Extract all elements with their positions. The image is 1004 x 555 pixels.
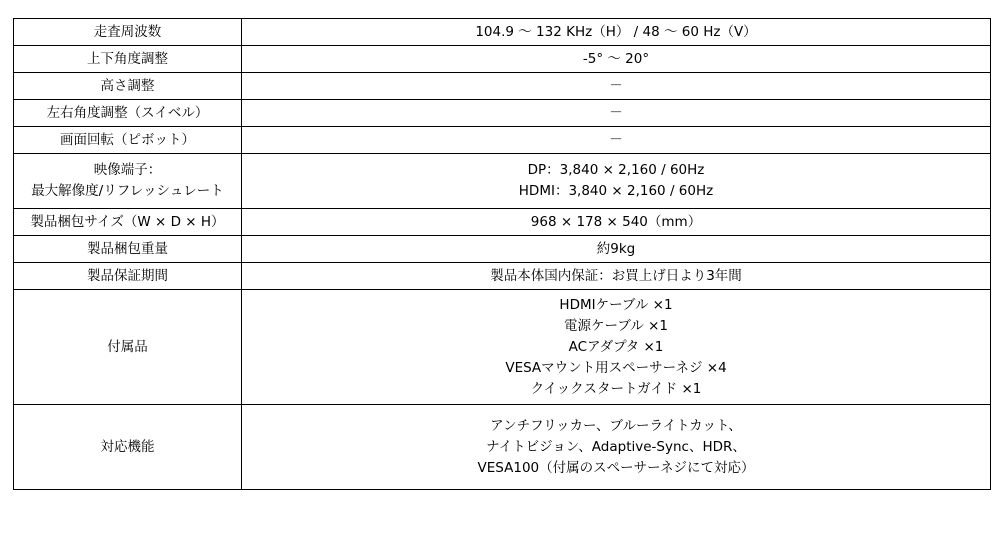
cell-line: -5° ～ 20° <box>582 50 650 67</box>
table-row <box>14 236 991 263</box>
spec-value-accessories <box>242 290 991 405</box>
spec-value-video-ports <box>242 154 991 209</box>
spec-label-package-weight <box>14 236 242 263</box>
table-row <box>14 263 991 290</box>
cell-line: 電源ケーブル ×1 <box>564 317 668 334</box>
cell-line: 製品本体国内保証：お買上げ日より3年間 <box>490 267 742 284</box>
table-row <box>14 209 991 236</box>
spec-label-accessories <box>14 290 242 405</box>
cell-line: － <box>609 104 623 121</box>
cell-line: HDMIケーブル ×1 <box>559 296 673 313</box>
cell-line: 約9kg <box>596 240 636 257</box>
table-row <box>14 405 991 490</box>
spec-label-warranty <box>14 263 242 290</box>
table-row <box>14 73 991 100</box>
table-row <box>14 290 991 405</box>
spec-label-package-size <box>14 209 242 236</box>
cell-line: 付属品 <box>107 338 148 355</box>
cell-line: VESAマウント用スペーサーネジ ×4 <box>505 359 727 376</box>
cell-line: DP：3,840 × 2,160 / 60Hz <box>527 162 705 178</box>
cell-line: アンチフリッカー、ブルーライトカット、 <box>490 417 742 434</box>
cell-line: HDMI：3,840 × 2,160 / 60Hz <box>518 183 714 199</box>
table-row <box>14 154 991 209</box>
cell-line: 映像端子： <box>93 162 162 178</box>
spec-value-scan-frequency <box>242 19 991 46</box>
spec-value-features <box>242 405 991 490</box>
spec-value-tilt <box>242 46 991 73</box>
cell-line: 製品梱包サイズ（W × D × H） <box>30 213 225 230</box>
spec-label-height-adjust <box>14 73 242 100</box>
cell-line: VESA100（付属のスペーサーネジにて対応） <box>477 459 755 476</box>
cell-line: － <box>609 131 623 148</box>
cell-line: 製品保証期間 <box>87 267 168 284</box>
cell-line: 104.9 ～ 132 KHz（H） / 48 ～ 60 Hz（V） <box>475 23 757 40</box>
spec-label-features <box>14 405 242 490</box>
cell-line: ACアダプタ ×1 <box>568 338 664 355</box>
cell-line: 上下角度調整 <box>87 50 168 67</box>
spec-value-height-adjust <box>242 73 991 100</box>
cell-line: クイックスタートガイド ×1 <box>530 380 702 397</box>
table-row <box>14 46 991 73</box>
spec-value-package-size <box>242 209 991 236</box>
table-row <box>14 127 991 154</box>
spec-label-video-ports <box>14 154 242 209</box>
spec-label-scan-frequency <box>14 19 242 46</box>
spec-label-tilt <box>14 46 242 73</box>
spec-value-pivot <box>242 127 991 154</box>
cell-line: 最大解像度/リフレッシュレート <box>31 183 224 199</box>
table-row <box>14 100 991 127</box>
table-row <box>14 19 991 46</box>
cell-line: 対応機能 <box>100 438 155 455</box>
cell-line: 製品梱包重量 <box>87 240 168 257</box>
spec-value-swivel <box>242 100 991 127</box>
spec-table <box>13 18 991 490</box>
spec-value-package-weight <box>242 236 991 263</box>
cell-line: 左右角度調整（スイベル） <box>46 104 209 121</box>
spec-value-warranty <box>242 263 991 290</box>
spec-label-pivot <box>14 127 242 154</box>
spec-label-swivel <box>14 100 242 127</box>
cell-line: ナイトビジョン、Adaptive-Sync、HDR、 <box>486 438 746 455</box>
cell-line: 高さ調整 <box>100 77 155 94</box>
cell-line: 968 × 178 × 540（mm） <box>530 213 702 230</box>
cell-line: － <box>609 77 623 94</box>
cell-line: 走査周波数 <box>93 23 162 40</box>
cell-line: 画面回転（ピボット） <box>60 131 195 148</box>
